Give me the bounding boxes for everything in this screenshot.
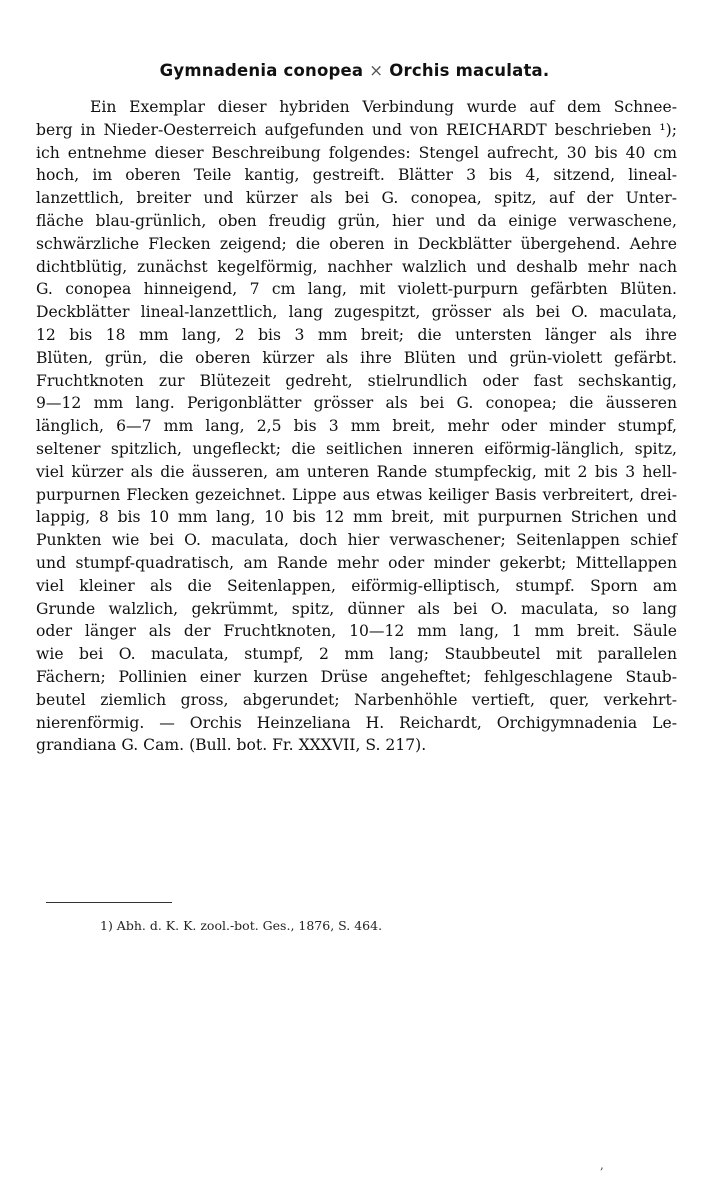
text-line: lanzettlich, breiter und kürzer als bei G. conopea, spitz, auf der Unter- bbox=[36, 189, 677, 208]
text-line: purpurnen Flecken gezeichnet. Lippe aus etwas keiliger Basis verbreitert, drei- bbox=[36, 485, 677, 504]
text-line: 9—12 mm lang. Perigonblätter grösser als bei G. conopea; die äusseren bbox=[36, 394, 677, 413]
text-line: lappig, 8 bis 10 mm lang, 10 bis 12 mm breit, mit purpurnen Strichen und bbox=[36, 508, 677, 527]
text-line: seltener spitzlich, ungefleckt; die seitlichen inneren eiförmig-länglich, spitz, bbox=[36, 439, 677, 458]
hybrid-cross-symbol: × bbox=[369, 61, 384, 80]
text-line: Deckblätter lineal-lanzettlich, lang zugespitzt, grösser als bei O. maculata, bbox=[36, 303, 677, 322]
text-line: wie bei O. maculata, stumpf, 2 mm lang; Staubbeutel mit parallelen bbox=[36, 645, 677, 664]
text-line: schwärzliche Flecken zeigend; die oberen in Deckblätter übergehend. Aehre bbox=[36, 234, 677, 253]
text-line: Punkten wie bei O. maculata, doch hier verwaschener; Seitenlappen schief bbox=[36, 531, 677, 550]
footnote-divider bbox=[46, 902, 172, 903]
page-mark: , bbox=[600, 1158, 604, 1172]
text-line: Blüten, grün, die oberen kürzer als ihre Blüten und grün-violett gefärbt. bbox=[36, 348, 677, 367]
text-line: beutel ziemlich gross, abgerundet; Narbenhöhle vertieft, quer, verkehrt- bbox=[36, 690, 677, 709]
title-genus-species: Gymnadenia conopea bbox=[159, 61, 364, 80]
text-line: oder länger als der Fruchtknoten, 10—12 mm lang, 1 mm breit. Säule bbox=[36, 622, 677, 641]
text-line: grandiana G. Cam. (Bull. bot. Fr. XXXVII, S. 217). bbox=[36, 736, 427, 755]
text-line: Ein Exemplar dieser hybriden Verbindung wurde auf dem Schnee- bbox=[90, 98, 677, 116]
text-line: 12 bis 18 mm lang, 2 bis 3 mm breit; die untersten länger als ihre bbox=[36, 325, 677, 344]
text-line: länglich, 6—7 mm lang, 2,5 bis 3 mm breit, mehr oder minder stumpf, bbox=[36, 417, 677, 436]
description-paragraph bbox=[36, 96, 677, 757]
text-line: ich entnehme dieser Beschreibung folgendes: Stengel aufrecht, 30 bis 40 cm bbox=[36, 143, 677, 162]
text-line: hoch, im oberen Teile kantig, gestreift. Blätter 3 bis 4, sitzend, lineal- bbox=[36, 166, 677, 185]
title-second-species: Orchis maculata. bbox=[389, 61, 550, 80]
text-line: und stumpf-quadratisch, am Rande mehr oder minder gekerbt; Mittellappen bbox=[36, 553, 677, 572]
text-line: Fächern; Pollinien einer kurzen Drüse angeheftet; fehlgeschlagene Staub- bbox=[36, 667, 677, 686]
text-line: viel kleiner als die Seitenlappen, eiförmig-elliptisch, stumpf. Sporn am bbox=[36, 576, 677, 595]
footnote: 1) Abh. d. K. K. zool.-bot. Ges., 1876, S. 464. bbox=[100, 918, 383, 933]
text-line: fläche blau-grünlich, oben freudig grün, hier und da einige verwaschene, bbox=[36, 211, 677, 230]
text-line: dichtblütig, zunächst kegelförmig, nachher walzlich und deshalb mehr nach bbox=[36, 257, 677, 276]
text-line: Grunde walzlich, gekrümmt, spitz, dünner als bei O. maculata, so lang bbox=[36, 599, 677, 618]
text-line: berg in Nieder-Oesterreich aufgefunden und von REICHARDT beschrieben ¹); bbox=[36, 120, 677, 139]
text-line: Fruchtknoten zur Blütezeit gedreht, stielrundlich oder fast sechskantig, bbox=[36, 371, 677, 390]
text-line: viel kürzer als die äusseren, am unteren Rande stumpfeckig, mit 2 bis 3 hell- bbox=[36, 462, 677, 481]
page-title bbox=[0, 61, 709, 80]
text-line: G. conopea hinneigend, 7 cm lang, mit violett-purpurn gefärbten Blüten. bbox=[36, 280, 677, 299]
text-line: nierenförmig. — Orchis Heinzeliana H. Reichardt, Orchigymnadenia Le- bbox=[36, 713, 677, 732]
